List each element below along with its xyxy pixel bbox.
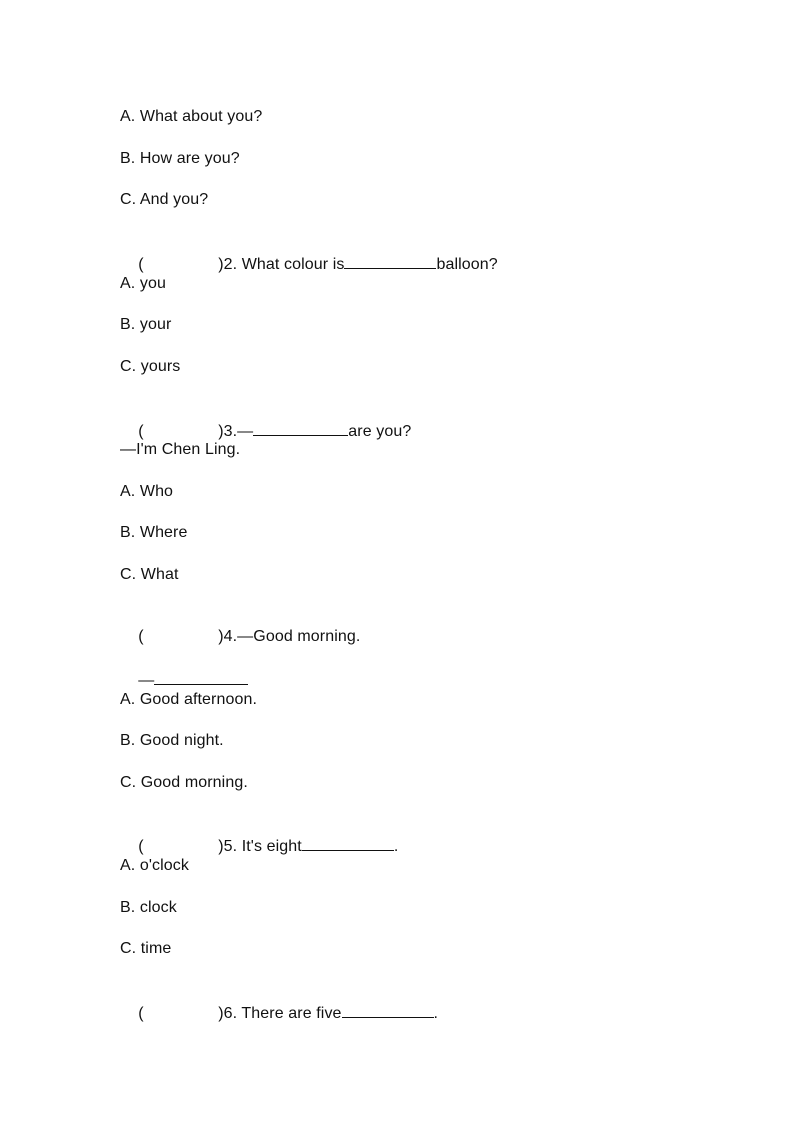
q3-option-b: B. Where xyxy=(120,524,188,541)
answer-blank[interactable] xyxy=(253,419,348,436)
question-number: )3. xyxy=(218,423,238,440)
answer-blank[interactable] xyxy=(154,668,248,685)
q5-option-a: A. o'clock xyxy=(120,857,189,874)
question-number: )2. xyxy=(218,256,238,273)
answer-paren-open: ( xyxy=(138,1005,144,1022)
question-number: )5. xyxy=(218,838,238,855)
answer-blank[interactable] xyxy=(344,252,436,269)
q4-option-a: A. Good afternoon. xyxy=(120,691,258,708)
q2-option-a: A. you xyxy=(120,275,166,292)
q4-option-b: B. Good night. xyxy=(120,732,224,749)
q3-option-a: A. Who xyxy=(120,483,174,500)
q2-text-before: What colour is xyxy=(237,256,345,273)
q2-option-b: B. your xyxy=(120,316,172,333)
q5-text-after: . xyxy=(393,838,399,855)
q2-option-c: C. yours xyxy=(120,358,181,375)
q6-text-after: . xyxy=(433,1005,439,1022)
answer-paren-open: ( xyxy=(138,423,144,440)
question-number: )6. xyxy=(218,1005,238,1022)
answer-paren-open: ( xyxy=(138,256,144,273)
q6-stem xyxy=(120,981,438,1044)
answer-blank[interactable] xyxy=(342,1001,434,1018)
q5-text-before: It's eight xyxy=(237,838,302,855)
q4-text: —Good morning. xyxy=(237,628,361,645)
answer-paren-open: ( xyxy=(138,838,144,855)
q1-option-b: B. How are you? xyxy=(120,150,240,167)
q5-option-b: B. clock xyxy=(120,899,177,916)
q6-text-before: There are five xyxy=(237,1005,342,1022)
q3-text-after: are you? xyxy=(348,423,412,440)
q1-option-c: C. And you? xyxy=(120,191,209,208)
q2-text-after: balloon? xyxy=(436,256,498,273)
q4-option-c: C. Good morning. xyxy=(120,774,248,791)
q5-option-c: C. time xyxy=(120,940,172,957)
dialogue-dash: — xyxy=(138,672,155,689)
answer-blank[interactable] xyxy=(302,834,394,851)
q3-response: —I'm Chen Ling. xyxy=(120,441,241,458)
answer-paren-open: ( xyxy=(138,628,144,645)
q1-option-a: A. What about you? xyxy=(120,108,263,125)
dialogue-dash: — xyxy=(237,423,254,440)
question-number: )4. xyxy=(218,628,238,645)
q3-option-c: C. What xyxy=(120,566,179,583)
q2-stem xyxy=(120,232,498,295)
